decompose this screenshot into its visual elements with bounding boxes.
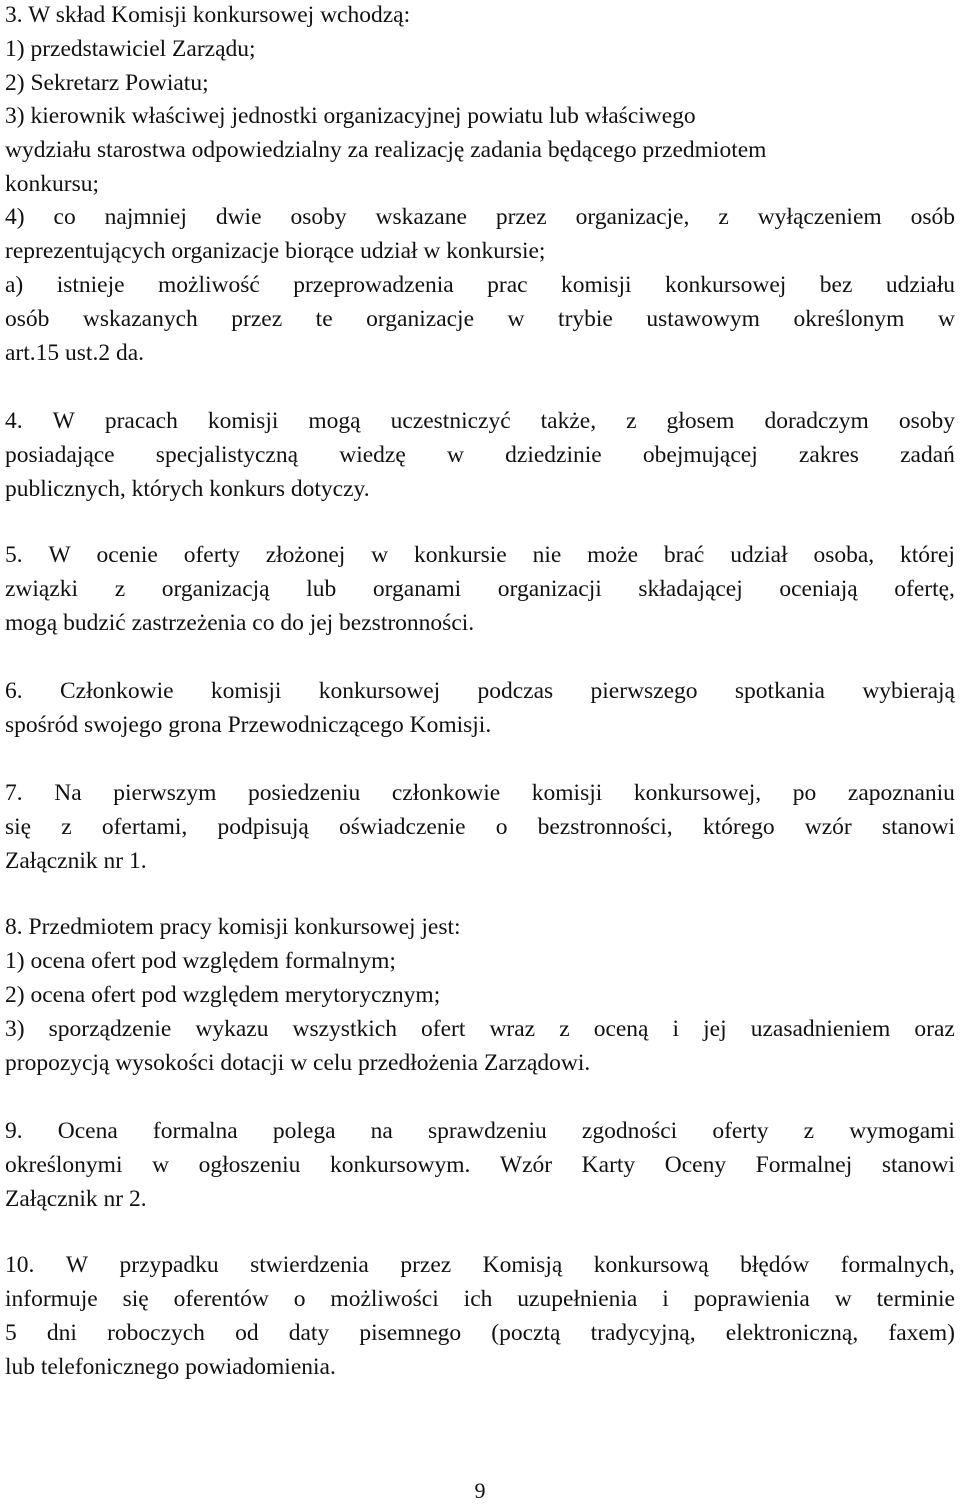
text-line [5, 812, 955, 842]
word: Formalnej [755, 1152, 853, 1178]
word: w [834, 1286, 852, 1312]
word: wszystkich [292, 1016, 397, 1042]
word: komisji [531, 780, 603, 806]
text-line [5, 202, 955, 232]
text-line [5, 304, 955, 334]
word: i [662, 1286, 669, 1312]
word: członkowie [391, 780, 501, 806]
word: 6. [5, 678, 23, 704]
word: formalnych, [840, 1252, 955, 1278]
word: konkursie [414, 542, 507, 568]
word: komisji [210, 678, 282, 704]
word: głosem [666, 408, 735, 434]
word: wskazanych [82, 306, 198, 332]
word: organizacją [161, 576, 270, 602]
word: najmniej [104, 204, 187, 230]
word: osób [910, 204, 955, 230]
word: jej [703, 1016, 727, 1042]
word: 9. [5, 1118, 23, 1144]
word: terminie [876, 1286, 955, 1312]
word: przez [231, 306, 283, 332]
word: w [446, 442, 464, 468]
word: formalna [152, 1118, 238, 1144]
word: udział [730, 542, 788, 568]
word: Ocena [57, 1118, 118, 1144]
word: także, [540, 408, 597, 434]
text-line [5, 1116, 955, 1146]
word: w [152, 1152, 170, 1178]
text-line [5, 1284, 955, 1314]
text-line [5, 778, 955, 808]
word: konkursowej, [633, 780, 762, 806]
word: może [587, 542, 639, 568]
word: z [114, 576, 126, 602]
word: polega [272, 1118, 336, 1144]
word: W [52, 408, 75, 434]
word: osoby [898, 408, 955, 434]
word: podczas [477, 678, 554, 704]
word: ofertami, [101, 814, 188, 840]
word: Na [54, 780, 82, 806]
text-line: propozycją wysokości dotacji w celu przedłożenia Zarządowi. [5, 1050, 591, 1076]
word: możliwość [157, 272, 260, 298]
word: trybie [558, 306, 613, 332]
word: posiadające [5, 442, 115, 468]
word: obejmującej [642, 442, 758, 468]
word: wyłączeniem [757, 204, 882, 230]
word: ich [463, 1286, 493, 1312]
text-line: lub telefonicznego powiadomienia. [5, 1354, 336, 1380]
word: wykazu [195, 1016, 269, 1042]
word: złożonej [265, 542, 346, 568]
word: z [803, 1118, 815, 1144]
word: dziedzinie [505, 442, 602, 468]
word: oraz [914, 1016, 955, 1042]
word: określonym [793, 306, 905, 332]
word: informuje [5, 1286, 98, 1312]
word: się [122, 1286, 149, 1312]
word: specjalistyczną [155, 442, 299, 468]
word: ogłoszeniu [198, 1152, 301, 1178]
word: bez [819, 272, 853, 298]
word: oferentów [173, 1286, 269, 1312]
word: pierwszego [590, 678, 698, 704]
text-line [5, 440, 955, 470]
word: 5 [5, 1320, 17, 1346]
word: 3) [5, 1016, 25, 1042]
word: wskazane [375, 204, 467, 230]
word: oceną [593, 1016, 649, 1042]
word: konkursowym. [330, 1152, 471, 1178]
text-line [5, 1014, 955, 1044]
word: której [900, 542, 955, 568]
word: uzasadnieniem [750, 1016, 891, 1042]
word: oferty [183, 542, 240, 568]
word: konkursową [593, 1252, 709, 1278]
word: możliwości [330, 1286, 439, 1312]
word: te [315, 306, 333, 332]
word: dwie [215, 204, 262, 230]
text-line [5, 1318, 955, 1348]
word: przypadku [119, 1252, 219, 1278]
text-line: 2) Sekretarz Powiatu; [5, 70, 209, 96]
text-line [5, 540, 955, 570]
page-number: 9 [474, 1478, 486, 1503]
text-line: konkursu; [5, 171, 99, 197]
word: brać [663, 542, 705, 568]
word: 5. [5, 542, 23, 568]
word: o [293, 1286, 306, 1312]
word: spotkania [734, 678, 825, 704]
word: dni [46, 1320, 77, 1346]
word: uzupełnienia [517, 1286, 638, 1312]
word: przeprowadzenia [293, 272, 454, 298]
text-line: spośród swojego grona Przewodniczącego Komisji. [5, 712, 492, 738]
word: prac [487, 272, 528, 298]
word: mogą [308, 408, 361, 434]
word: 4) [5, 204, 25, 230]
word: zadań [900, 442, 955, 468]
word: nie [532, 542, 562, 568]
text-line: publicznych, których konkurs dotyczy. [5, 476, 370, 502]
word: osoby [290, 204, 347, 230]
word: którego [702, 814, 775, 840]
word: bezstronności, [537, 814, 673, 840]
word: związki [5, 576, 79, 602]
word: składającej [638, 576, 743, 602]
word: sprawdzeniu [428, 1118, 547, 1144]
word: organami [372, 576, 462, 602]
word: wybierają [862, 678, 955, 704]
word: organizacje [366, 306, 475, 332]
word: ofertę, [894, 576, 955, 602]
word: konkursowej [318, 678, 441, 704]
word: faxem) [888, 1320, 955, 1346]
word: doradczym [764, 408, 869, 434]
word: komisji [561, 272, 632, 298]
word: określonymi [5, 1152, 123, 1178]
word: W [48, 542, 71, 568]
word: stanowi [881, 814, 955, 840]
word: wiedzę [339, 442, 406, 468]
word: udziału [885, 272, 955, 298]
word: błędów [740, 1252, 810, 1278]
word: oferty [712, 1118, 769, 1144]
word: oceniają [779, 576, 858, 602]
word: na [370, 1118, 393, 1144]
word: pisemnego [359, 1320, 462, 1346]
word: komisji [207, 408, 279, 434]
word: Oceny [664, 1152, 727, 1178]
word: Wzór [499, 1152, 553, 1178]
word: z [718, 204, 729, 230]
text-line: art.15 ust.2 da. [5, 340, 145, 366]
word: pierwszym [113, 780, 217, 806]
word: wraz [489, 1016, 536, 1042]
word: Karty [581, 1152, 636, 1178]
text-line: mogą budzić zastrzeżenia co do jej bezstronności. [5, 610, 475, 636]
word: wzór [804, 814, 852, 840]
word: w [371, 542, 389, 568]
word: oświadczenie [338, 814, 466, 840]
text-line: 3. W skład Komisji konkursowej wchodzą: [5, 2, 411, 28]
word: z [626, 408, 637, 434]
word: i [672, 1016, 680, 1042]
word: wymogami [849, 1118, 955, 1144]
text-line [5, 270, 955, 300]
word: osoba, [813, 542, 875, 568]
text-line: 8. Przedmiotem pracy komisji konkursowej jest: [5, 914, 461, 940]
word: organizacje, [575, 204, 690, 230]
word: W [65, 1252, 89, 1278]
word: zapoznaniu [847, 780, 955, 806]
word: ocenie [96, 542, 158, 568]
text-line: Załącznik nr 2. [5, 1186, 147, 1212]
word: sporządzenie [48, 1016, 172, 1042]
word: a) [5, 272, 24, 298]
word: 4. [5, 408, 23, 434]
word: ofert [421, 1016, 466, 1042]
word: 10. [5, 1252, 35, 1278]
text-line [5, 1150, 955, 1180]
word: konkursowej [664, 272, 787, 298]
text-line [5, 574, 955, 604]
word: osób [5, 306, 50, 332]
word: (pocztą [491, 1320, 561, 1346]
word: posiedzeniu [247, 780, 361, 806]
word: o [495, 814, 508, 840]
word: lub [306, 576, 337, 602]
text-line: 1) ocena ofert pod względem formalnym; [5, 948, 396, 974]
word: poprawienia [693, 1286, 810, 1312]
word: się [5, 814, 32, 840]
word: Członkowie [59, 678, 174, 704]
word: w [507, 306, 525, 332]
text-line: wydziału starostwa odpowiedzialny za realizację zadania będącego przedmiotem [5, 137, 767, 163]
text-line: 3) kierownik właściwej jednostki organizacyjnej powiatu lub właściwego [5, 103, 696, 129]
word: Komisją [482, 1252, 563, 1278]
word: co [53, 204, 76, 230]
word: zakres [798, 442, 859, 468]
word: uczestniczyć [390, 408, 511, 434]
text-line: 1) przedstawiciel Zarządu; [5, 36, 256, 62]
word: 7. [5, 780, 23, 806]
word: ustawowym [646, 306, 760, 332]
word: przez [495, 204, 547, 230]
word: z [61, 814, 72, 840]
text-line [5, 676, 955, 706]
text-line: 2) ocena ofert pod względem merytorycznym; [5, 982, 441, 1008]
word: tradycyjną, [590, 1320, 696, 1346]
word: od [235, 1320, 259, 1346]
word: zgodności [581, 1118, 678, 1144]
text-line: reprezentujących organizacje biorące udział w konkursie; [5, 238, 546, 264]
word: z [559, 1016, 570, 1042]
word: stanowi [881, 1152, 955, 1178]
word: pracach [104, 408, 178, 434]
word: stwierdzenia [250, 1252, 369, 1278]
text-line [5, 1250, 955, 1280]
text-line [5, 406, 955, 436]
word: organizacji [497, 576, 602, 602]
word: elektroniczną, [725, 1320, 859, 1346]
word: przez [400, 1252, 452, 1278]
word: istnieje [56, 272, 125, 298]
text-line: Załącznik nr 1. [5, 848, 147, 874]
word: daty [288, 1320, 330, 1346]
word: podpisują [217, 814, 309, 840]
word: po [792, 780, 817, 806]
word: roboczych [107, 1320, 205, 1346]
word: w [937, 306, 955, 332]
